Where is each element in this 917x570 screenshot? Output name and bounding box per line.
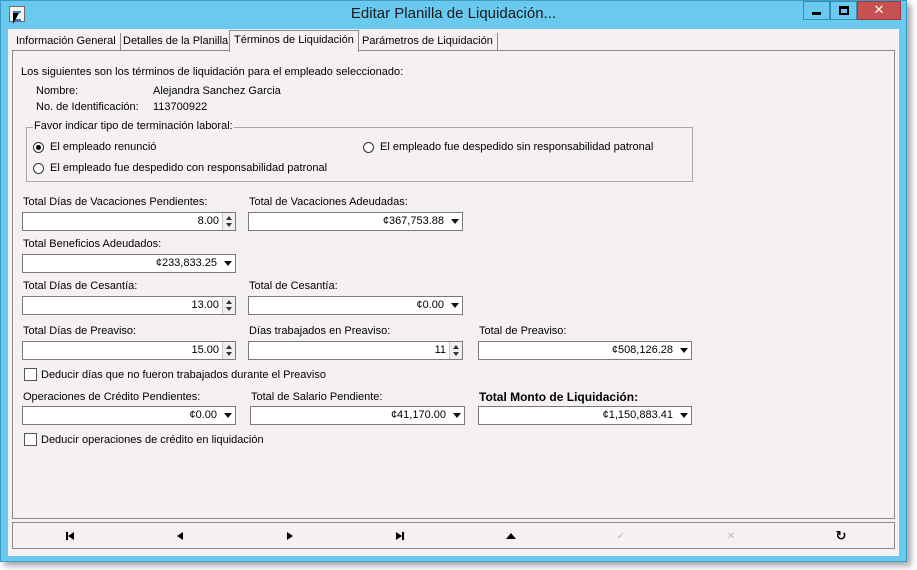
maximize-icon — [839, 6, 849, 15]
last-record-button[interactable] — [390, 528, 410, 544]
post-edit-button[interactable] — [611, 528, 631, 544]
chevron-down-icon — [224, 261, 232, 266]
prev-record-button[interactable] — [170, 528, 190, 544]
terms-panel — [12, 50, 895, 519]
vac-owed-label: Total de Vacaciones Adeudadas: — [249, 196, 408, 208]
spin-buttons[interactable] — [449, 342, 462, 359]
client-area — [8, 29, 899, 556]
pre-worked-label: Días trabajados en Preaviso: — [249, 325, 391, 337]
dropdown-button[interactable] — [220, 407, 235, 424]
pre-days-value: 15.00 — [191, 344, 219, 356]
close-icon: ✕ — [873, 3, 885, 18]
salary-label: Total de Salario Pendiente: — [251, 391, 383, 403]
next-icon — [287, 532, 293, 540]
refresh-button[interactable] — [831, 528, 851, 544]
credit-field[interactable] — [22, 406, 236, 425]
radio-unselected-icon — [33, 163, 44, 174]
spin-down-icon[interactable] — [226, 352, 232, 356]
spin-up-icon[interactable] — [226, 216, 232, 220]
next-record-button[interactable] — [280, 528, 300, 544]
ces-days-value: 13.00 — [191, 299, 219, 311]
termination-type-group — [26, 120, 693, 182]
spin-buttons[interactable] — [222, 297, 235, 314]
deduct-preaviso-checkbox[interactable] — [24, 368, 326, 381]
dropdown-button[interactable] — [220, 255, 235, 272]
spin-buttons[interactable] — [222, 213, 235, 230]
chevron-down-icon — [680, 413, 688, 418]
pre-total-label: Total de Preaviso: — [479, 325, 567, 337]
dropdown-button[interactable] — [676, 407, 691, 424]
name-value: Alejandra Sanchez Garcia — [153, 85, 281, 97]
ces-total-label: Total de Cesantía: — [249, 280, 338, 292]
liquidation-total-label: Total Monto de Liquidación: — [479, 390, 639, 404]
ces-days-stepper[interactable] — [22, 296, 236, 315]
vac-owed-value: ¢367,753.88 — [382, 215, 444, 227]
first-record-button[interactable] — [60, 528, 80, 544]
window-title: Editar Planilla de Liquidación... — [350, 5, 557, 22]
dropdown-button[interactable] — [447, 297, 462, 314]
chevron-down-icon — [453, 413, 461, 418]
deduct-preaviso-label: Deducir días que no fueron trabajados durante el Preaviso — [41, 368, 326, 381]
deduct-credit-checkbox[interactable] — [24, 433, 264, 446]
id-value: 113700922 — [153, 101, 208, 113]
vac-owed-field[interactable] — [248, 212, 463, 231]
pre-worked-value: 11 — [434, 344, 446, 356]
tab-strip — [8, 30, 899, 51]
chevron-down-icon — [451, 303, 459, 308]
liquidation-total-field[interactable] — [478, 406, 692, 425]
spin-down-icon[interactable] — [453, 352, 459, 356]
benefits-label: Total Beneficios Adeudados: — [23, 238, 162, 250]
last-icon — [396, 532, 404, 540]
radio-label: El empleado renunció — [50, 141, 157, 153]
pre-total-field[interactable] — [478, 341, 692, 360]
radio-label: El empleado fue despedido con responsabilidad patronal — [50, 162, 328, 174]
close-button[interactable] — [857, 1, 901, 20]
dropdown-button[interactable] — [447, 213, 462, 230]
pre-days-stepper[interactable] — [22, 341, 236, 360]
chevron-down-icon — [224, 413, 232, 418]
dropdown-button[interactable] — [449, 407, 464, 424]
salary-value: ¢41,170.00 — [390, 409, 446, 421]
liquidation-total-value: ¢1,150,883.41 — [602, 409, 673, 421]
radio-renuncio[interactable] — [33, 141, 156, 153]
first-icon — [66, 532, 74, 540]
radio-unselected-icon — [363, 142, 374, 153]
benefits-field[interactable] — [22, 254, 236, 273]
benefits-value: ¢233,833.25 — [155, 257, 217, 269]
maximize-button[interactable] — [830, 1, 857, 20]
radio-label: El empleado fue despedido sin responsabilidad patronal — [380, 141, 654, 153]
pre-total-value: ¢508,126.28 — [611, 344, 673, 356]
credit-label: Operaciones de Crédito Pendientes: — [23, 391, 201, 403]
up-icon — [506, 533, 516, 539]
salary-field[interactable] — [250, 406, 465, 425]
deduct-credit-label: Deducir operaciones de crédito en liquidación — [41, 433, 264, 446]
radio-despedido-con-responsabilidad[interactable] — [33, 162, 327, 174]
vac-days-value: 8.00 — [197, 215, 219, 227]
id-label: No. de Identificación: — [36, 101, 139, 113]
checkbox-unchecked-icon[interactable] — [24, 433, 37, 446]
chevron-down-icon — [451, 219, 459, 224]
ces-total-value: ¢0.00 — [416, 299, 444, 311]
edit-record-button[interactable] — [501, 528, 521, 544]
minimize-button[interactable] — [803, 1, 830, 20]
checkbox-unchecked-icon[interactable] — [24, 368, 37, 381]
tab-informacion-general[interactable]: Información General — [12, 33, 121, 51]
minimize-icon — [812, 12, 821, 15]
post-icon: ✓ — [616, 530, 626, 542]
radio-selected-icon — [33, 142, 44, 153]
spin-down-icon[interactable] — [226, 307, 232, 311]
record-navigator — [12, 522, 895, 549]
cancel-edit-button[interactable] — [721, 528, 741, 544]
tab-parametros-liquidacion[interactable]: Parámetros de Liquidación — [358, 33, 498, 51]
title-bar[interactable] — [1, 1, 906, 27]
refresh-icon: ↻ — [835, 528, 847, 544]
vac-days-stepper[interactable] — [22, 212, 236, 231]
chevron-down-icon — [680, 348, 688, 353]
spin-down-icon[interactable] — [226, 223, 232, 227]
ces-days-label: Total Días de Cesantía: — [23, 280, 138, 292]
spin-up-icon[interactable] — [226, 300, 232, 304]
spin-up-icon[interactable] — [453, 345, 459, 349]
tab-terminos-liquidacion[interactable]: Términos de Liquidación — [229, 30, 359, 52]
radio-despedido-sin-responsabilidad[interactable] — [363, 141, 653, 153]
tab-detalles-planilla[interactable]: Detalles de la Planilla — [119, 33, 233, 51]
ces-total-field[interactable] — [248, 296, 463, 315]
dropdown-button[interactable] — [676, 342, 691, 359]
credit-value: ¢0.00 — [189, 409, 217, 421]
prev-icon — [177, 532, 183, 540]
spin-buttons[interactable] — [222, 342, 235, 359]
vac-days-label: Total Días de Vacaciones Pendientes: — [23, 196, 208, 208]
spin-up-icon[interactable] — [226, 345, 232, 349]
termination-legend: Favor indicar tipo de terminación laboral: — [34, 120, 233, 132]
intro-text: Los siguientes son los términos de liquidación para el empleado seleccionado: — [21, 66, 404, 78]
pre-days-label: Total Días de Preaviso: — [23, 325, 137, 337]
cancel-icon: ✕ — [726, 530, 736, 542]
pre-worked-stepper[interactable] — [248, 341, 463, 360]
name-label: Nombre: — [36, 85, 79, 97]
